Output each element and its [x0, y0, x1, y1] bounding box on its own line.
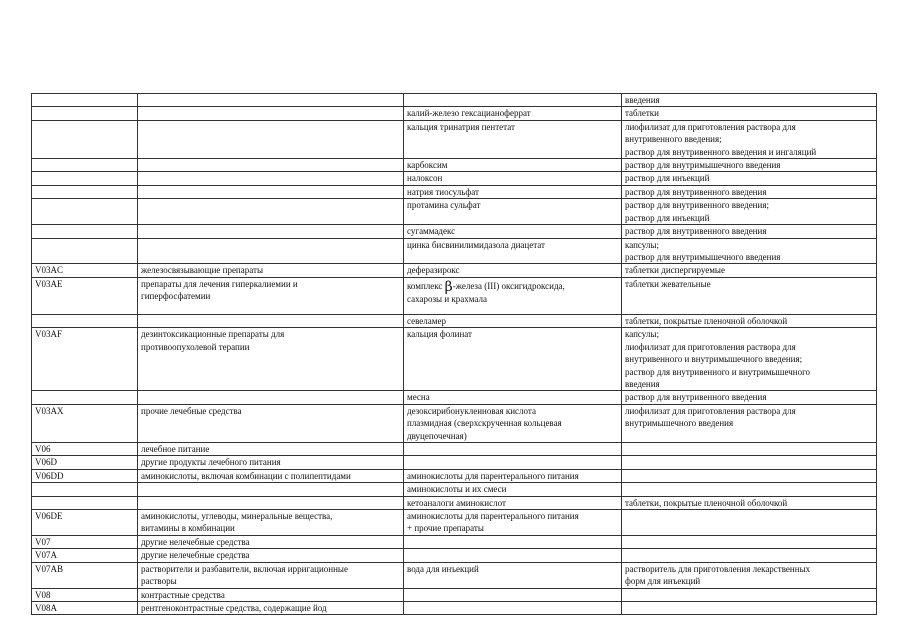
table-row [32, 172, 877, 185]
atc-code: V06DD [35, 470, 64, 481]
table-row [32, 456, 877, 469]
code-cell [32, 225, 138, 238]
atc-code: V06 [35, 443, 51, 454]
code-cell [32, 509, 138, 535]
substance-cell [404, 562, 622, 588]
substance-line: + прочие препараты [407, 523, 484, 534]
form-cell [622, 107, 877, 120]
substance-line: сахарозы и крахмала [407, 294, 487, 305]
table-row [32, 588, 877, 601]
substance-line: кальция фолинат [407, 329, 472, 340]
name-cell [138, 456, 404, 469]
form-line: введения [625, 378, 660, 389]
name-cell [138, 172, 404, 185]
substance-line: аминокислоты для парентерального питания [407, 510, 579, 521]
substance-line: цинка бисвинилимидазола диацетат [407, 239, 545, 250]
substance-line [407, 280, 618, 293]
name-cell [138, 549, 404, 562]
name-line: другие нелечебные средства [141, 550, 250, 561]
name-cell [138, 496, 404, 509]
name-cell [138, 442, 404, 455]
form-line: раствор для внутривенного введения [625, 226, 767, 237]
name-cell [138, 469, 404, 482]
form-cell [622, 483, 877, 496]
substance-line: плазмидная (сверхскрученная кольцевая [407, 418, 562, 429]
code-cell [32, 535, 138, 548]
form-line: таблетки жевательные [625, 278, 711, 289]
substance-line: кетоаналоги аминокислот [407, 497, 506, 508]
form-line: раствор для внутривенного введения [625, 392, 767, 403]
substance-line: натрия тиосульфат [407, 186, 479, 197]
form-line: раствор для внутримышечного введения [625, 160, 781, 171]
name-line: витамины в комбинации [141, 523, 235, 534]
form-cell [622, 120, 877, 158]
substance-cell [404, 509, 622, 535]
form-line: внутривенного и внутримышечного введения; [625, 354, 803, 365]
name-line: другие продукты лечебного питания [141, 457, 281, 468]
form-line: капсулы; [625, 239, 659, 250]
form-cell [622, 496, 877, 509]
substance-line: дезоксирибонуклеиновая кислота [407, 405, 536, 416]
code-cell [32, 185, 138, 198]
table-row [32, 562, 877, 588]
form-cell [622, 442, 877, 455]
name-cell [138, 107, 404, 120]
substance-cell [404, 442, 622, 455]
substance-cell [404, 328, 622, 391]
substance-cell [404, 185, 622, 198]
substance-cell [404, 225, 622, 238]
table-row [32, 94, 877, 107]
form-line: раствор для внутримышечного введения [625, 252, 781, 263]
name-line: прочие лечебные средства [141, 405, 242, 416]
table-row [32, 535, 877, 548]
code-cell [32, 120, 138, 158]
table-row [32, 469, 877, 482]
form-cell [622, 159, 877, 172]
form-line: внутримышечного введения [625, 418, 734, 429]
table-row [32, 120, 877, 158]
form-cell [622, 404, 877, 442]
form-cell [622, 264, 877, 277]
form-cell [622, 314, 877, 327]
name-cell [138, 120, 404, 158]
form-line: форм для инъекций [625, 576, 701, 586]
table-row [32, 107, 877, 120]
form-cell [622, 391, 877, 404]
form-cell [622, 172, 877, 185]
form-line: лиофилизат для приготовления раствора для [625, 341, 796, 352]
form-line: таблетки [625, 108, 660, 119]
name-line: гиперфосфатемии [141, 291, 211, 302]
code-cell [32, 442, 138, 455]
table-row [32, 391, 877, 404]
name-line: растворы [141, 576, 177, 586]
form-cell [622, 456, 877, 469]
substance-cell [404, 404, 622, 442]
code-cell [32, 562, 138, 588]
substance-line: кальция тринатрия пентетат [407, 121, 515, 132]
substance-cell [404, 107, 622, 120]
substance-line: деферазирокс [407, 265, 460, 276]
substance-cell [404, 199, 622, 225]
name-cell [138, 404, 404, 442]
substance-cell [404, 277, 622, 314]
substance-cell [404, 264, 622, 277]
form-cell [622, 588, 877, 601]
table-row [32, 238, 877, 264]
table-body [32, 94, 877, 615]
name-line: противоопухолевой терапии [141, 341, 250, 352]
atc-code: V08 [35, 589, 51, 600]
substance-cell [404, 94, 622, 107]
name-line: рентгеноконтрастные средства, содержащие йод [141, 603, 327, 613]
name-line: аминокислоты, углеводы, минеральные вещества, [141, 510, 333, 521]
code-cell [32, 199, 138, 225]
substance-cell [404, 535, 622, 548]
form-cell [622, 225, 877, 238]
table-row [32, 549, 877, 562]
form-line: введения [625, 95, 660, 105]
code-cell [32, 94, 138, 107]
name-line: лечебное питание [141, 443, 210, 454]
atc-code: V07A [35, 550, 57, 561]
atc-code: V07 [35, 536, 51, 547]
name-cell [138, 225, 404, 238]
substance-cell [404, 120, 622, 158]
substance-cell [404, 588, 622, 601]
code-cell [32, 264, 138, 277]
name-line: железосвязывающие препараты [141, 265, 263, 276]
code-cell [32, 469, 138, 482]
name-cell [138, 314, 404, 327]
name-cell [138, 509, 404, 535]
form-line: раствор для внутривенного введения и ингаляций [625, 146, 817, 157]
code-cell [32, 456, 138, 469]
name-line: контрастные средства [141, 589, 225, 600]
beta-suffix: -железа (III) оксигидроксида, [452, 280, 565, 291]
table-row [32, 602, 877, 615]
substance-cell [404, 391, 622, 404]
code-cell [32, 159, 138, 172]
code-cell [32, 172, 138, 185]
code-cell [32, 483, 138, 496]
substance-line: налоксон [407, 173, 443, 184]
form-cell [622, 328, 877, 391]
name-cell [138, 238, 404, 264]
atc-code: V06DE [35, 510, 63, 521]
name-line: растворители и разбавители, включая ирригационные [141, 563, 348, 574]
name-line: другие нелечебные средства [141, 536, 250, 547]
name-cell [138, 391, 404, 404]
name-cell [138, 483, 404, 496]
form-cell [622, 535, 877, 548]
table-row [32, 314, 877, 327]
table-row [32, 496, 877, 509]
name-line: дезинтоксикационные препараты для [141, 329, 285, 340]
table-row [32, 159, 877, 172]
code-cell [32, 602, 138, 615]
form-cell [622, 549, 877, 562]
substance-line: вода для инъекций [407, 563, 479, 574]
form-cell [622, 94, 877, 107]
substance-cell [404, 172, 622, 185]
table-row [32, 264, 877, 277]
atc-code: V03AC [35, 265, 64, 276]
code-cell [32, 391, 138, 404]
form-line: лиофилизат для приготовления раствора для [625, 405, 796, 416]
substance-line: аминокислоты для парентерального питания [407, 470, 579, 481]
name-line: аминокислоты, включая комбинации с полипептидами [141, 470, 351, 481]
table-row [32, 199, 877, 225]
form-cell [622, 199, 877, 225]
form-line: растворитель для приготовления лекарственных [625, 563, 811, 574]
form-line: капсулы; [625, 329, 659, 340]
table-row [32, 185, 877, 198]
substance-cell [404, 496, 622, 509]
substance-cell [404, 314, 622, 327]
substance-cell [404, 549, 622, 562]
table-row [32, 404, 877, 442]
form-cell [622, 185, 877, 198]
code-cell [32, 588, 138, 601]
atc-code: V08A [35, 603, 57, 613]
code-cell [32, 238, 138, 264]
form-cell [622, 469, 877, 482]
substance-line: калий-железо гексацианоферрат [407, 108, 531, 119]
code-cell [32, 107, 138, 120]
form-cell [622, 277, 877, 314]
substance-line: карбоксим [407, 160, 448, 171]
code-cell [32, 404, 138, 442]
form-line: таблетки диспергируемые [625, 265, 725, 276]
name-cell [138, 277, 404, 314]
form-line: таблетки, покрытые пленочной оболочкой [625, 315, 788, 326]
table-row [32, 442, 877, 455]
beta-prefix: комплекс [407, 280, 443, 291]
substance-cell [404, 469, 622, 482]
form-line: внутривенного введения; [625, 134, 722, 145]
substance-line: месна [407, 392, 430, 403]
form-line: лиофилизат для приготовления раствора для [625, 121, 796, 132]
form-cell [622, 602, 877, 615]
code-cell [32, 277, 138, 314]
name-cell [138, 328, 404, 391]
table-row [32, 225, 877, 238]
table-row [32, 328, 877, 391]
substance-line: севеламер [407, 315, 446, 326]
name-cell [138, 264, 404, 277]
name-cell [138, 535, 404, 548]
form-cell [622, 238, 877, 264]
substance-cell [404, 159, 622, 172]
form-line: раствор для внутривенного и внутримышечного [625, 366, 811, 377]
name-cell [138, 588, 404, 601]
code-cell [32, 314, 138, 327]
substance-line: сугаммадекс [407, 226, 456, 237]
atc-code: V03AE [35, 278, 63, 289]
name-cell [138, 602, 404, 615]
atc-code: V06D [35, 457, 57, 468]
name-cell [138, 562, 404, 588]
atc-code: V03AF [35, 329, 63, 340]
code-cell [32, 328, 138, 391]
beta-symbol: β [444, 278, 453, 295]
substance-line: аминокислоты и их смеси [407, 484, 507, 495]
table-row [32, 277, 877, 314]
table-row [32, 483, 877, 496]
name-cell [138, 185, 404, 198]
drug-table [31, 93, 877, 615]
substance-cell [404, 238, 622, 264]
form-line: раствор для инъекций [625, 212, 710, 223]
form-cell [622, 562, 877, 588]
code-cell [32, 549, 138, 562]
substance-cell [404, 483, 622, 496]
form-line: раствор для инъекций [625, 173, 710, 184]
substance-cell [404, 602, 622, 615]
name-line: препараты для лечения гиперкалиемии и [141, 278, 298, 289]
substance-cell [404, 456, 622, 469]
form-line: таблетки, покрытые пленочной оболочкой [625, 497, 788, 508]
name-cell [138, 94, 404, 107]
code-cell [32, 496, 138, 509]
name-cell [138, 159, 404, 172]
substance-line: протамина сульфат [407, 200, 481, 211]
atc-code: V07AB [35, 563, 64, 574]
substance-line: двуцепочечная) [407, 430, 467, 441]
atc-code: V03AX [35, 405, 64, 416]
form-line: раствор для внутривенного введения; [625, 200, 769, 211]
table-row [32, 509, 877, 535]
name-cell [138, 199, 404, 225]
form-cell [622, 509, 877, 535]
form-line: раствор для внутривенного введения [625, 186, 767, 197]
